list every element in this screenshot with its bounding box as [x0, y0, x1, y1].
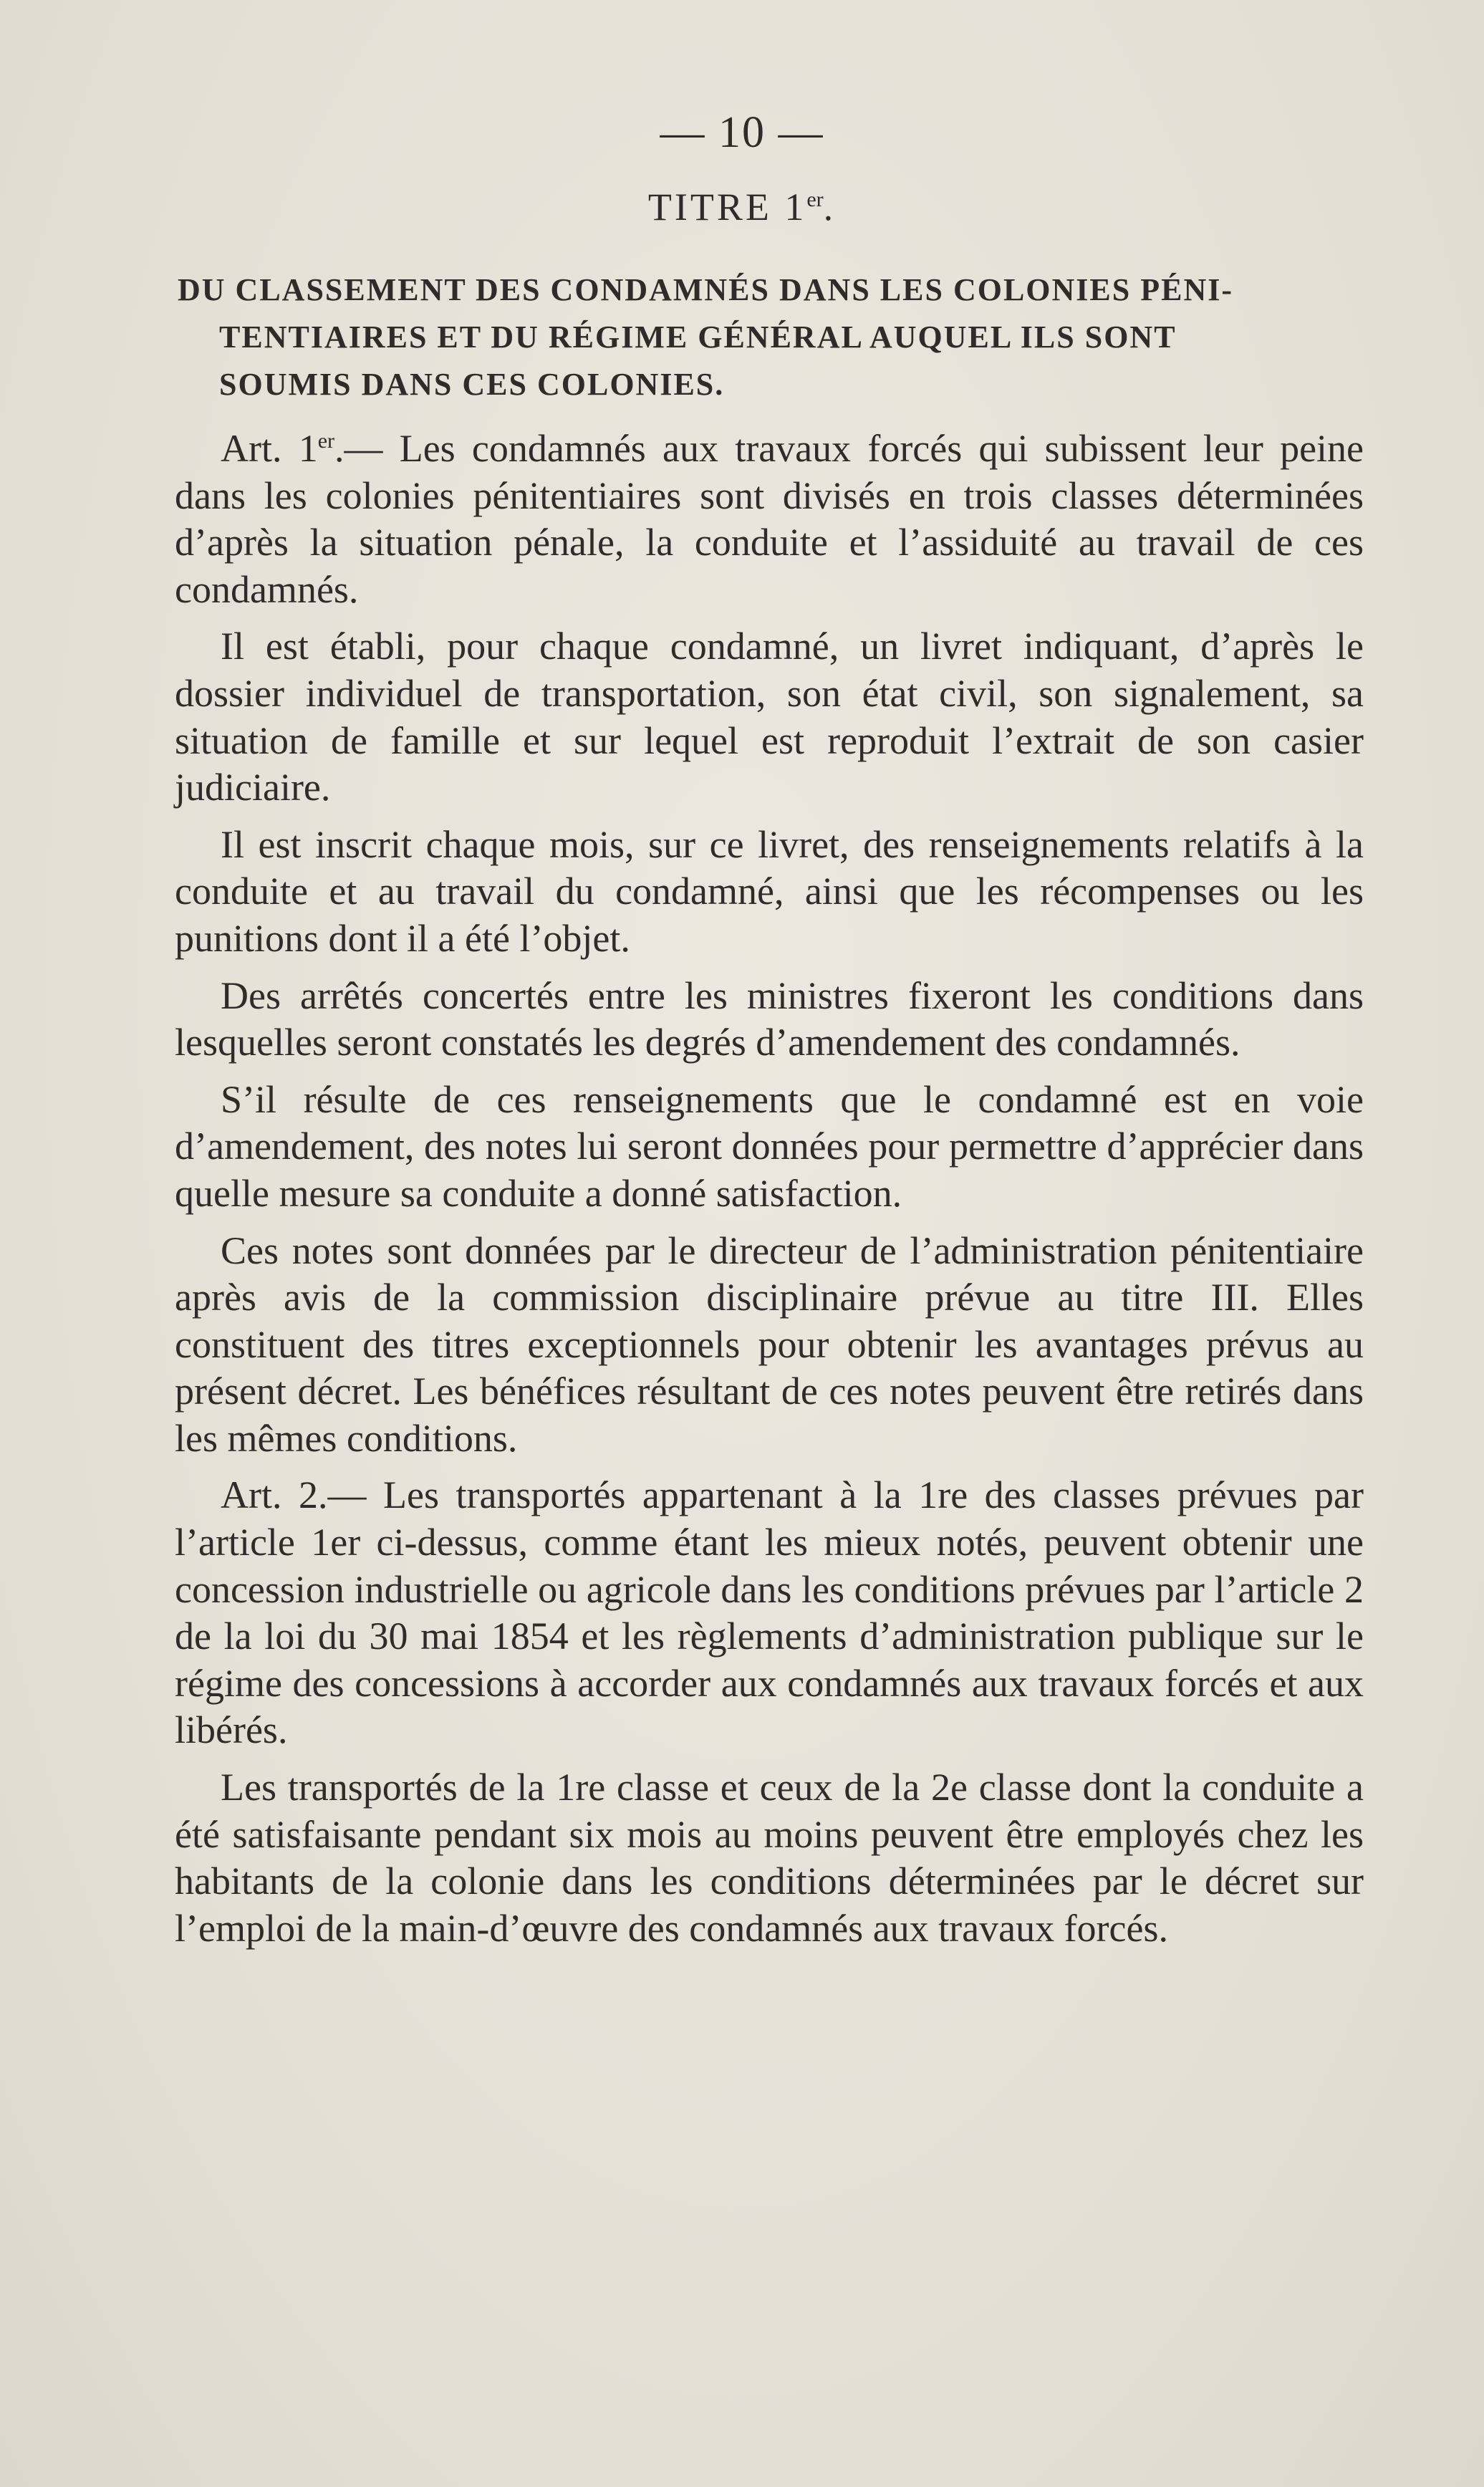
page-number: — 10 —	[660, 108, 824, 157]
paragraph: Des arrêtés concertés entre les ministres fixeront les conditions dans lesquelles seront constatés les degrés d’amendement des condamnés.	[175, 973, 1364, 1064]
paragraph: Les transportés de la 1re classe et ceux de la 2e classe dont la conduite a été satisfaisante pendant six mois au moins peuvent être employés chez les habitants de la colonie dans les conditions déterminées par le décret sur l’emploi de la main-d’œuvre des condamnés aux travaux forcés.	[175, 1766, 1364, 1950]
subtitle-line-1: DU CLASSEMENT DES CONDAMNÉS DANS LES COLONIES PÉNI-	[178, 272, 1234, 307]
paragraph: S’il résulte de ces renseignements que le condamné est en voie d’amendement, des notes lui seront données pour permettre d’apprécier dans quelle mesure sa conduite a donné satisfaction.	[175, 1077, 1364, 1215]
article-1-text: .— Les condamnés aux travaux forcés qui subissent leur peine dans les colonies pénitentiaires sont divisés en trois classes déterminées d’après la situation pénale, la conduite et l’assiduité au travail de ces condamnés.	[175, 427, 1364, 611]
body-text	[175, 425, 1364, 1962]
subtitle-line-2: TENTIAIRES ET DU RÉGIME GÉNÉRAL AUQUEL ILS SONT	[219, 319, 1177, 355]
paragraph: Ces notes sont données par le directeur de l’administration pénitentiaire après avis de la commission disciplinaire prévue au titre III. Elles constituent des titres exceptionnels pour obtenir les avantages prévus au présent décret. Les bénéfices résultant de ces notes peuvent être retirés dans les mêmes conditions.	[175, 1228, 1364, 1460]
paragraph-article-2: Art. 2.— Les transportés appartenant à la 1re des classes prévues par l’article 1er ci-dessus, comme étant les mieux notés, peuvent obtenir une concession industrielle ou agricole dans les conditions prévues par l’article 2 de la loi du 30 mai 1854 et les règlements d’administration publique sur le régime des concessions à accorder aux condamnés aux travaux forcés et aux libérés.	[175, 1473, 1364, 1752]
subtitle-line-3: SOUMIS DANS CES COLONIES.	[219, 367, 725, 402]
article-1-prefix: Art. 1	[221, 427, 318, 470]
paragraph: Il est inscrit chaque mois, sur ce livret, des renseignements relatifs à la conduite et au travail du condamné, ainsi que les récompenses ou les punitions dont il a été l’objet.	[175, 822, 1364, 960]
section-subtitle	[178, 266, 1364, 408]
article-1-sup: er	[317, 429, 335, 453]
section-title-end: .	[823, 186, 837, 229]
paragraph-article-1	[175, 425, 1364, 613]
section-title-suffix: er	[806, 188, 824, 211]
section-title-text: TITRE 1	[647, 186, 807, 229]
paragraph: Il est établi, pour chaque condamné, un livret indiquant, d’après le dossier individuel de transportation, son état civil, son signalement, sa situation de famille et sur lequel est reproduit l’extrait de son casier judiciaire.	[175, 625, 1364, 809]
section-title	[0, 185, 1484, 229]
